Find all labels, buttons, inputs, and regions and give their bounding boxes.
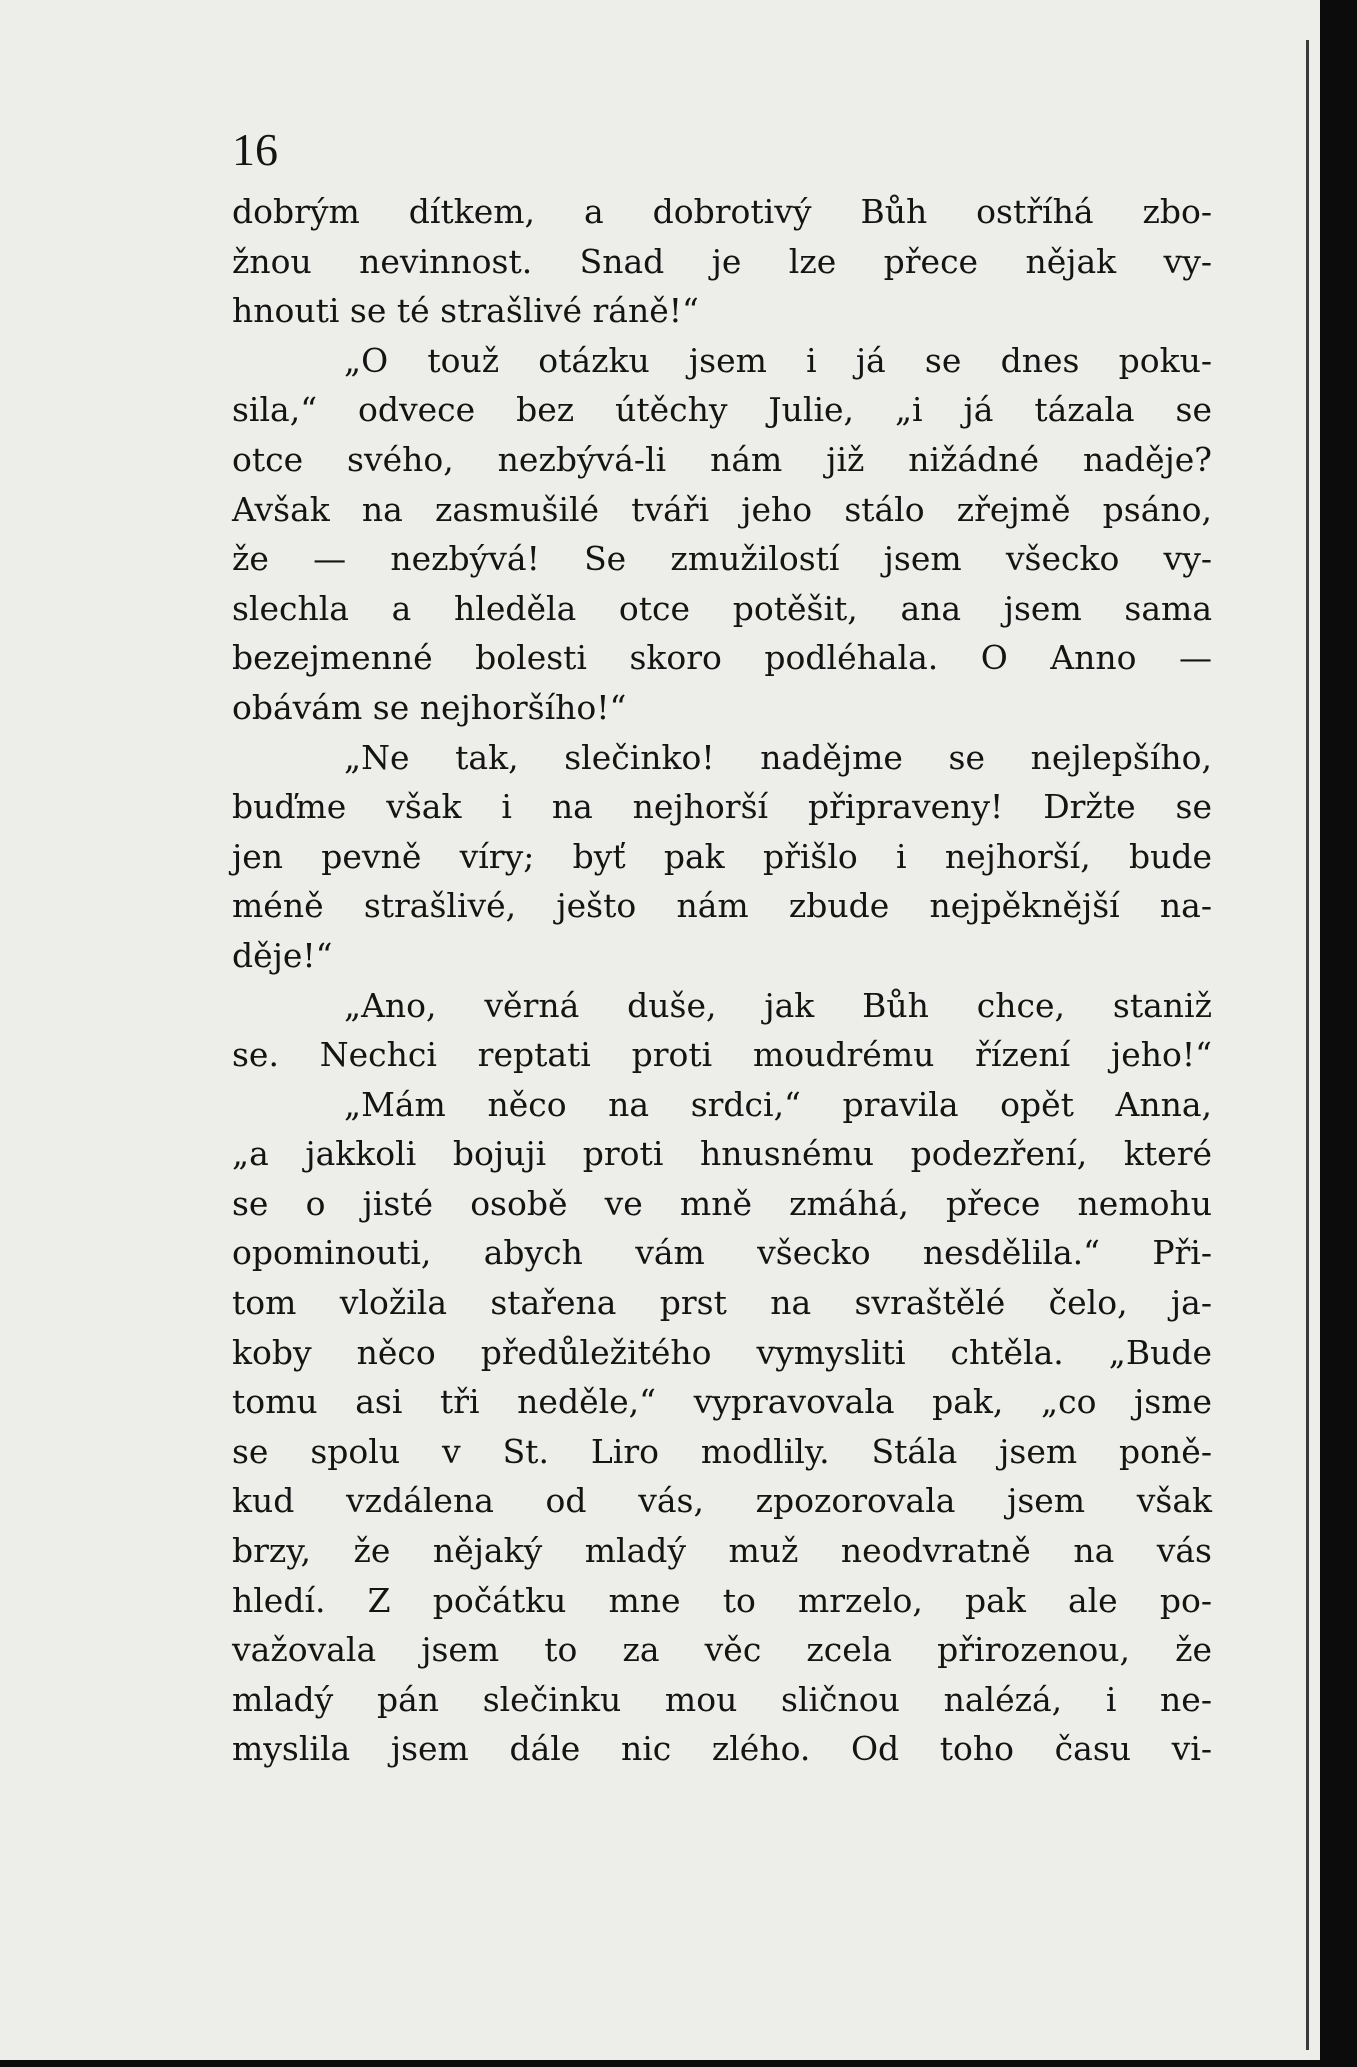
text-line: tom vložila stařena prst na svraštělé čelo, ja- bbox=[232, 1283, 1212, 1323]
body-text bbox=[232, 187, 1212, 1774]
text-line: hnouti se té strašlivé ráně!“ bbox=[232, 291, 699, 331]
text-line: buďme však i na nejhorší připraveny! Držte se bbox=[232, 787, 1212, 827]
text-line: Avšak na zasmušilé tváři jeho stálo zřejmě psáno, bbox=[232, 489, 1212, 529]
text-line: slechla a hleděla otce potěšit, ana jsem sama bbox=[232, 588, 1212, 628]
text-line: se o jisté osobě ve mně zmáhá, přece nemohu bbox=[232, 1183, 1212, 1223]
text-line: važovala jsem to za věc zcela přirozenou, že bbox=[232, 1630, 1212, 1670]
text-line: jen pevně víry; byť pak přišlo i nejhorší, bude bbox=[232, 836, 1212, 876]
text-line: dobrým dítkem, a dobrotivý Bůh ostříhá zbo- bbox=[232, 192, 1212, 231]
text-line: děje!“ bbox=[232, 935, 333, 975]
text-line: žnou nevinnost. Snad je lze přece nějak vy- bbox=[232, 241, 1212, 281]
text-line: koby něco předůležitého vymysliti chtěla. „Bude bbox=[232, 1332, 1212, 1372]
text-line: tomu asi tři neděle,“ vypravovala pak, „co jsme bbox=[232, 1382, 1212, 1422]
text-line: „a jakkoli bojuji proti hnusnému podezření, které bbox=[232, 1134, 1212, 1174]
page-edge-rule bbox=[1306, 40, 1309, 2050]
text-line: se. Nechci reptati proti moudrému řízení jeho!“ bbox=[232, 1035, 1212, 1075]
text-line: se spolu v St. Liro modlily. Stála jsem poně- bbox=[232, 1431, 1212, 1471]
text-line: myslila jsem dále nic zlého. Od toho času vi- bbox=[232, 1729, 1212, 1769]
text-line: otce svého, nezbývá-li nám již nižádné naděje? bbox=[232, 439, 1212, 479]
text-line: obávám se nejhoršího!“ bbox=[232, 687, 627, 727]
text-line: brzy, že nějaký mladý muž neodvratně na vás bbox=[232, 1531, 1212, 1571]
text-line: méně strašlivé, ješto nám zbude nejpěknější na- bbox=[232, 886, 1212, 926]
text-line: že — nezbývá! Se zmužilostí jsem všecko vy- bbox=[232, 539, 1212, 579]
page-number: 16 bbox=[232, 124, 278, 175]
text-line: mladý pán slečinku mou sličnou nalézá, i ne- bbox=[232, 1679, 1212, 1719]
text-line: „Ne tak, slečinko! nadějme se nejlepšího, bbox=[344, 737, 1212, 777]
text-line: bezejmenné bolesti skoro podléhala. O Anno — bbox=[232, 638, 1212, 678]
text-line: „Ano, věrná duše, jak Bůh chce, staniž bbox=[344, 985, 1212, 1025]
text-line: sila,“ odvece bez útěchy Julie, „i já tázala se bbox=[232, 390, 1212, 430]
text-line: opominouti, abych vám všecko nesdělila.“ Při- bbox=[232, 1233, 1212, 1273]
text-line: hledí. Z počátku mne to mrzelo, pak ale po- bbox=[232, 1580, 1212, 1620]
text-line: „O touž otázku jsem i já se dnes poku- bbox=[344, 340, 1212, 380]
text-line: kud vzdálena od vás, zpozorovala jsem však bbox=[232, 1481, 1212, 1521]
text-line: „Mám něco na srdci,“ pravila opět Anna, bbox=[344, 1084, 1212, 1124]
